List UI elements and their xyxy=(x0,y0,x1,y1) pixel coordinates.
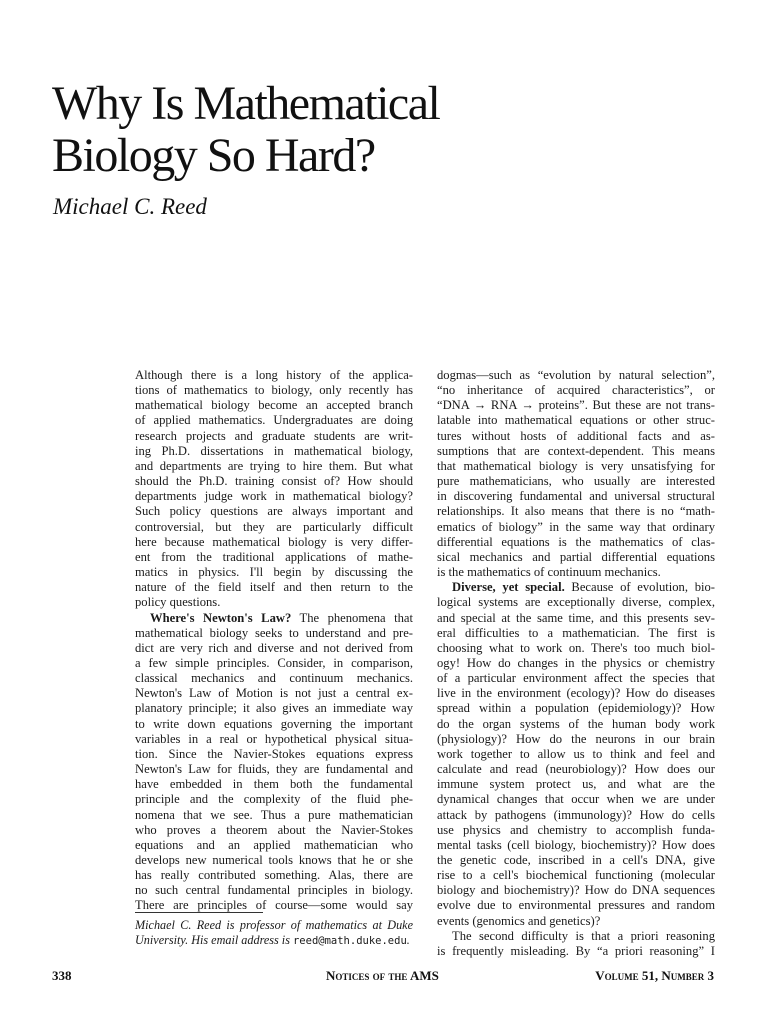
text-line: live in the environment (ecology)? How do diseases xyxy=(437,686,715,701)
text-line: of applied mathematics. Undergraduates are doing xyxy=(135,413,413,428)
page-number: 338 xyxy=(52,968,72,983)
text-line: principle and the complexity of the fluid phe- xyxy=(135,792,413,807)
text-line: events (genomics and genetics)? xyxy=(437,913,601,928)
text-line: latable into mathematical equations or other struc- xyxy=(437,413,715,428)
text-line: mathematical biology become an accepted branch xyxy=(135,398,413,413)
paragraph-diverse-special xyxy=(437,580,715,929)
paragraph-second-difficulty xyxy=(437,929,715,959)
text-line: biology and biochemistry)? How do DNA sequences xyxy=(437,883,715,898)
footnote-line xyxy=(135,933,413,949)
text-line: nature of the field itself and then return to the xyxy=(135,580,413,595)
text-line: dynamical changes that occur when we are under xyxy=(437,792,715,807)
text-line: rise to a cell's biochemical functioning (molecular xyxy=(437,868,715,883)
paragraph-intro xyxy=(135,368,413,611)
text-line: ematics of biology” in the same way that ordinary xyxy=(437,519,715,534)
text-line: evolve due to environmental pressures and random xyxy=(437,898,715,913)
text-line: matics in physics. I'll begin by discussing the xyxy=(135,565,413,580)
text-line: Such policy questions are always important and xyxy=(135,504,413,519)
text-line: variables in a real or hypothetical physical situa- xyxy=(135,731,413,746)
text-line: equations and an applied mathematician who xyxy=(135,837,413,852)
text-line: in discovering fundamental and universal structural xyxy=(437,489,715,504)
text-line: develops new numerical tools knows that he or she xyxy=(135,853,413,867)
paragraph-newtons-law xyxy=(135,611,413,914)
author-footnote xyxy=(135,918,413,948)
text-line: Although there is a long history of the applica- xyxy=(135,368,413,382)
text-line: logical systems are exceptionally diverse, complex, xyxy=(437,595,715,610)
text-line: have embedded in them both the fundamental xyxy=(135,777,413,792)
text-line: tions of mathematics to biology, only recently has xyxy=(135,383,413,398)
left-column xyxy=(135,368,413,914)
text-line: There are principles of course—some would say xyxy=(135,898,413,913)
text-line: attack by pathogens (immunology)? How do cells xyxy=(437,807,715,822)
text-line: dict are very rich and diverse and not derived from xyxy=(135,640,413,655)
text-line: and departments are trying to hire them. But what xyxy=(135,458,413,473)
text-line: ogy! How do changes in the physics or chemistry xyxy=(437,655,715,670)
text-line: tion. Since the Navier-Stokes equations express xyxy=(135,746,413,761)
text-line: sumptions that are context-dependent. This means xyxy=(437,443,715,458)
text-line: the genetic code, inscribed in a cell's DNA, give xyxy=(437,853,715,867)
volume-number: Volume 51, Number 3 xyxy=(595,968,714,983)
text-line: is the mathematics of continuum mechanics. xyxy=(437,565,661,580)
text-line: “no inheritance of acquired characteristics”, or xyxy=(437,383,715,398)
text-line: departments judge work in mathematical biology? xyxy=(135,489,413,504)
text-run: The phenomena that xyxy=(291,610,413,625)
author-name: Michael C. Reed xyxy=(53,194,207,219)
text-line: spread within a population (epidemiology)? How xyxy=(437,701,715,716)
text-line: Newton's Law of Motion is not just a central ex- xyxy=(135,686,413,701)
section-heading-diverse-special: Diverse, yet special. xyxy=(452,580,565,595)
text-line: pure mathematicians, who usually are interested xyxy=(437,474,715,489)
footnote-text: University. His email address is xyxy=(135,932,293,947)
text-line: and special at the same time, and this presents sev- xyxy=(437,610,715,625)
article-title xyxy=(52,78,439,182)
text-line: tures without hosts of additional facts and as- xyxy=(437,428,715,443)
text-line: immune system protect us, and what are the xyxy=(437,777,715,792)
text-line xyxy=(135,611,413,626)
text-line: classical mechanics and continuum mechanics. xyxy=(135,671,413,686)
title-line-2: Biology So Hard? xyxy=(52,129,375,182)
text-line: eral difficulties to a mathematician. The first is xyxy=(437,625,715,640)
journal-name: Notices of the AMS xyxy=(326,968,439,983)
text-run: Because of evolution, bio- xyxy=(564,580,715,595)
text-line: relationships. It also means that there is no “math- xyxy=(437,504,715,519)
footnote-rule xyxy=(135,912,263,913)
text-line: The second difficulty is that a priori reasoning xyxy=(452,928,715,943)
text-line: who proves a theorem about the Navier-Stokes xyxy=(135,822,413,837)
text-line: of a particular environment affect the species that xyxy=(437,671,715,686)
footnote-text: . xyxy=(406,932,410,947)
text-line: Newton's Law for fluids, they are fundamental and xyxy=(135,762,413,777)
section-heading-newtons-law: Where's Newton's Law? xyxy=(150,610,292,625)
text-line xyxy=(437,580,715,595)
text-line: research projects and graduate students are writ- xyxy=(135,428,413,443)
text-line: to write down equations governing the important xyxy=(135,716,413,731)
title-line-1: Why Is Mathematical xyxy=(52,77,440,130)
text-line: sical mechanics and partial differential equations xyxy=(437,549,715,564)
text-line: has really contributed something. Alas, there are xyxy=(135,868,413,883)
text-line: nomena that we see. Thus a pure mathematician xyxy=(135,807,413,822)
text-line: policy questions. xyxy=(135,595,221,610)
text-line: “DNA → RNA → proteins”. But these are not trans- xyxy=(437,398,715,413)
text-line: do the organ systems of the human body work xyxy=(437,716,715,731)
text-line: no such central fundamental principles in biology. xyxy=(135,883,413,898)
text-line: (physiology)? How do the neurons in our brain xyxy=(437,731,715,746)
text-line: a few simple principles. Consider, in comparison, xyxy=(135,655,413,670)
text-line: choosing what to work on. There's too much biol- xyxy=(437,640,715,655)
text-line: dogmas—such as “evolution by natural selection”, xyxy=(437,368,715,382)
text-line: calculate and read (neurobiology)? How does our xyxy=(437,762,715,777)
text-line: should the Ph.D. training consist of? How should xyxy=(135,474,413,489)
text-line: mathematical biology seeks to understand and pre- xyxy=(135,625,413,640)
text-line: ent from the traditional applications of mathe- xyxy=(135,549,413,564)
text-line: differential equations is the mathematics of clas- xyxy=(437,534,715,549)
text-line: is frequently misleading. By “a priori reasoning” I xyxy=(437,943,715,958)
text-line: work together to allow us to think and feel and xyxy=(437,746,715,761)
text-line: controversial, but they are particularly difficult xyxy=(135,519,413,534)
text-line: ing Ph.D. dissertations in mathematical biology, xyxy=(135,443,413,458)
text-line: here because mathematical biology is very differ- xyxy=(135,534,413,549)
text-line: planatory principle; it also gives an immediate way xyxy=(135,701,413,716)
right-column xyxy=(437,368,715,959)
text-line: mental tasks (cell biology, biochemistry)? How does xyxy=(437,837,715,852)
text-line: that mathematical biology is very unsatisfying for xyxy=(437,458,715,473)
footnote-line: Michael C. Reed is professor of mathematics at Duke xyxy=(135,918,413,932)
paragraph-dogmas xyxy=(437,368,715,580)
author-email-link[interactable]: reed@math.duke.edu xyxy=(292,934,407,947)
text-line: use physics and chemistry to accomplish funda- xyxy=(437,822,715,837)
